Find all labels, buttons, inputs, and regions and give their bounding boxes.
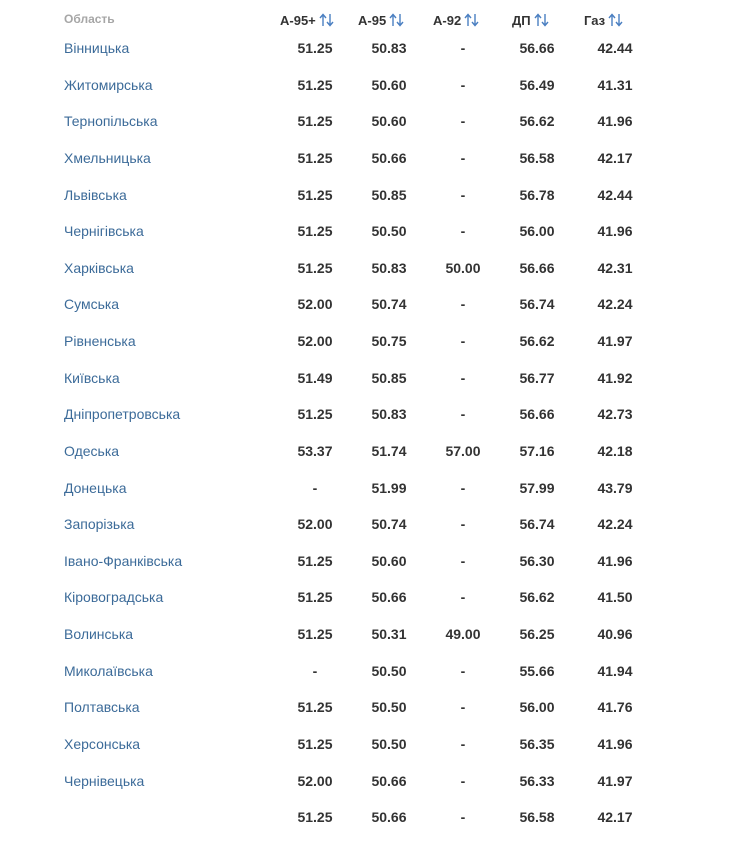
price-a92: -	[460, 40, 466, 56]
column-header-diesel[interactable]: ДП	[512, 12, 550, 30]
price-diesel: 56.66	[519, 260, 555, 276]
price-a95: 50.66	[371, 150, 407, 166]
table-row	[0, 689, 730, 725]
table-row	[0, 433, 730, 469]
table-row	[0, 470, 730, 506]
price-a92: -	[460, 223, 466, 239]
price-a95: 50.60	[371, 77, 407, 93]
price-a92: -	[460, 370, 466, 386]
price-a92: -	[460, 516, 466, 532]
price-gas: 42.31	[597, 260, 633, 276]
region-link[interactable]: Кіровоградська	[64, 589, 164, 605]
price-a95plus: 51.25	[297, 589, 333, 605]
price-a95plus: -	[312, 480, 318, 496]
price-a95plus: 51.25	[297, 699, 333, 715]
table-row	[0, 360, 730, 396]
price-a92: -	[460, 333, 466, 349]
price-diesel: 56.74	[519, 516, 555, 532]
price-diesel: 56.25	[519, 626, 555, 642]
region-link[interactable]: Миколаївська	[64, 663, 153, 679]
price-a95plus: -	[312, 663, 318, 679]
price-a95: 50.60	[371, 113, 407, 129]
price-gas: 41.50	[597, 589, 633, 605]
price-a95: 50.50	[371, 663, 407, 679]
avg-price-a95plus: 51.25	[297, 809, 333, 825]
region-link[interactable]: Чернівецька	[64, 773, 145, 789]
region-link[interactable]: Житомирська	[64, 77, 153, 93]
price-diesel: 57.16	[519, 443, 555, 459]
price-a95plus: 51.25	[297, 223, 333, 239]
region-link[interactable]: Київська	[64, 370, 120, 386]
price-a95plus: 52.00	[297, 296, 333, 312]
region-link[interactable]: Львівська	[64, 187, 127, 203]
price-a95plus: 51.25	[297, 113, 333, 129]
table-row	[0, 67, 730, 103]
price-a95: 50.60	[371, 553, 407, 569]
average-row	[0, 799, 730, 835]
price-gas: 42.24	[597, 296, 633, 312]
price-diesel: 56.66	[519, 406, 555, 422]
price-diesel: 56.62	[519, 589, 555, 605]
price-a92: 50.00	[445, 260, 481, 276]
price-a95: 50.66	[371, 589, 407, 605]
region-link[interactable]: Тернопільська	[64, 113, 158, 129]
price-a95plus: 52.00	[297, 773, 333, 789]
price-a92: -	[460, 113, 466, 129]
price-a95: 50.74	[371, 296, 407, 312]
avg-price-a92: -	[460, 809, 466, 825]
price-a95plus: 51.25	[297, 553, 333, 569]
price-a92: -	[460, 406, 466, 422]
price-a95: 50.50	[371, 223, 407, 239]
table-row	[0, 323, 730, 359]
price-diesel: 56.58	[519, 150, 555, 166]
region-link[interactable]: Хмельницька	[64, 150, 151, 166]
avg-price-diesel: 56.58	[519, 809, 555, 825]
price-a95: 50.50	[371, 736, 407, 752]
table-row	[0, 763, 730, 799]
region-column-header: Область	[64, 12, 115, 26]
column-header-a95[interactable]: А-95	[358, 12, 405, 30]
price-a95plus: 53.37	[297, 443, 333, 459]
price-a92: -	[460, 77, 466, 93]
column-header-a95plus[interactable]: А-95+	[280, 12, 335, 30]
region-link[interactable]: Рівненська	[64, 333, 136, 349]
price-gas: 42.24	[597, 516, 633, 532]
price-a92: 57.00	[445, 443, 481, 459]
price-a92: -	[460, 699, 466, 715]
region-link[interactable]: Одеська	[64, 443, 120, 459]
price-a92: -	[460, 663, 466, 679]
price-a95: 51.74	[371, 443, 407, 459]
price-diesel: 56.66	[519, 40, 555, 56]
sort-arrows-icon[interactable]	[464, 13, 480, 27]
price-a92: -	[460, 736, 466, 752]
price-diesel: 57.99	[519, 480, 555, 496]
price-diesel: 56.35	[519, 736, 555, 752]
region-link[interactable]: Донецька	[64, 480, 127, 496]
price-diesel: 56.62	[519, 333, 555, 349]
region-link[interactable]: Херсонська	[64, 736, 141, 752]
table-row	[0, 726, 730, 762]
table-row	[0, 579, 730, 615]
column-header-a92[interactable]: А-92	[433, 12, 480, 30]
price-gas: 42.17	[597, 150, 633, 166]
region-link[interactable]: Харківська	[64, 260, 134, 276]
price-a95plus: 51.25	[297, 260, 333, 276]
price-a95: 50.31	[371, 626, 407, 642]
price-gas: 41.76	[597, 699, 633, 715]
price-gas: 40.96	[597, 626, 633, 642]
price-a95plus: 51.25	[297, 187, 333, 203]
price-diesel: 56.78	[519, 187, 555, 203]
price-gas: 41.97	[597, 773, 633, 789]
price-gas: 41.96	[597, 223, 633, 239]
region-link[interactable]: Дніпропетровська	[64, 406, 181, 422]
price-gas: 41.94	[597, 663, 633, 679]
price-a95plus: 52.00	[297, 333, 333, 349]
price-gas: 41.96	[597, 736, 633, 752]
price-a95plus: 51.25	[297, 150, 333, 166]
price-gas: 42.44	[597, 40, 633, 56]
table-row	[0, 396, 730, 432]
price-gas: 41.96	[597, 113, 633, 129]
price-gas: 41.96	[597, 553, 633, 569]
price-a92: -	[460, 553, 466, 569]
table-row	[0, 30, 730, 66]
price-diesel: 56.49	[519, 77, 555, 93]
price-diesel: 56.30	[519, 553, 555, 569]
table-row	[0, 543, 730, 579]
region-link[interactable]: Сумська	[64, 296, 120, 312]
region-link[interactable]: Івано-Франківська	[64, 553, 183, 569]
region-link[interactable]: Полтавська	[64, 699, 140, 715]
region-link[interactable]: Вінницька	[64, 40, 130, 56]
price-a92: -	[460, 187, 466, 203]
table-row	[0, 177, 730, 213]
price-a95plus: 51.25	[297, 406, 333, 422]
region-link[interactable]: Запорізька	[64, 516, 135, 532]
price-a92: -	[460, 773, 466, 789]
price-diesel: 56.00	[519, 699, 555, 715]
price-a95plus: 52.00	[297, 516, 333, 532]
price-a92: 49.00	[445, 626, 481, 642]
region-link[interactable]: Чернігівська	[64, 223, 144, 239]
avg-price-gas: 42.17	[597, 809, 633, 825]
price-a95plus: 51.49	[297, 370, 333, 386]
price-a95: 50.74	[371, 516, 407, 532]
price-diesel: 56.74	[519, 296, 555, 312]
table-row	[0, 213, 730, 249]
price-a92: -	[460, 589, 466, 605]
price-a95: 50.66	[371, 773, 407, 789]
price-a92: -	[460, 296, 466, 312]
price-a95: 50.75	[371, 333, 407, 349]
price-gas: 42.18	[597, 443, 633, 459]
price-a95: 50.85	[371, 187, 407, 203]
sort-arrows-icon[interactable]	[319, 13, 335, 27]
price-gas: 42.73	[597, 406, 633, 422]
sort-arrows-icon[interactable]	[389, 13, 405, 27]
price-a95: 50.50	[371, 699, 407, 715]
region-link[interactable]: Волинська	[64, 626, 134, 642]
price-diesel: 56.77	[519, 370, 555, 386]
price-a95: 51.99	[371, 480, 407, 496]
price-a95plus: 51.25	[297, 40, 333, 56]
price-a95: 50.83	[371, 40, 407, 56]
price-a95: 50.85	[371, 370, 407, 386]
column-header-gas[interactable]: Газ	[584, 12, 624, 30]
table-row	[0, 140, 730, 176]
price-diesel: 56.33	[519, 773, 555, 789]
price-a95plus: 51.25	[297, 736, 333, 752]
price-gas: 42.44	[597, 187, 633, 203]
table-row	[0, 653, 730, 689]
sort-arrows-icon[interactable]	[608, 13, 624, 27]
price-a95plus: 51.25	[297, 77, 333, 93]
price-gas: 43.79	[597, 480, 633, 496]
table-row	[0, 506, 730, 542]
table-row	[0, 616, 730, 652]
price-gas: 41.92	[597, 370, 633, 386]
avg-price-a95: 50.66	[371, 809, 407, 825]
price-diesel: 56.00	[519, 223, 555, 239]
price-a95plus: 51.25	[297, 626, 333, 642]
price-gas: 41.31	[597, 77, 633, 93]
price-diesel: 55.66	[519, 663, 555, 679]
table-row	[0, 103, 730, 139]
table-row	[0, 286, 730, 322]
price-a95: 50.83	[371, 406, 407, 422]
table-row	[0, 250, 730, 286]
price-a92: -	[460, 150, 466, 166]
price-a95: 50.83	[371, 260, 407, 276]
price-a92: -	[460, 480, 466, 496]
price-gas: 41.97	[597, 333, 633, 349]
price-diesel: 56.62	[519, 113, 555, 129]
sort-arrows-icon[interactable]	[534, 13, 550, 27]
